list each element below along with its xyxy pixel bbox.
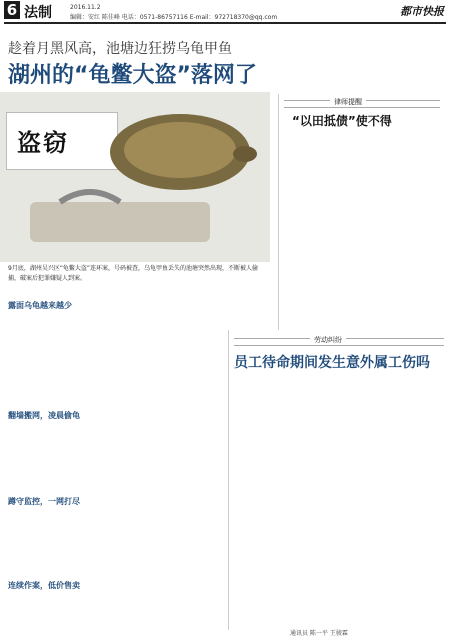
labor-headline: 员工待命期间发生意外属工伤吗 xyxy=(234,355,430,371)
section-title: 法制 xyxy=(24,5,52,21)
subhead-3: 蹲守监控，一网打尽 xyxy=(8,497,80,506)
byline: 通讯员 陈一平 王骏霖 xyxy=(290,630,348,637)
story-lede: 9月底，湖州吴兴区“龟鳖大盗”连环案，号码被查，乌龟甲鱼丢失的池塘突然出现，不断被人偷捕，破案后犯罪嫌疑人到案。 xyxy=(8,265,259,282)
subhead-1: 露面乌龟越来越少 xyxy=(8,301,72,310)
section-label-lawyer: 律师提醒 xyxy=(330,97,366,107)
story-kicker: 趁着月黑风高，池塘边狂捞乌龟甲鱼 xyxy=(8,41,232,57)
lawyer-headline: “以田抵债”使不得 xyxy=(292,114,392,128)
photo-caption: 盗窃 xyxy=(17,129,69,157)
page-header xyxy=(0,0,450,22)
column-divider xyxy=(278,94,279,330)
header-rule xyxy=(4,22,446,24)
subhead-2: 翻墙搬网，凌晨偷龟 xyxy=(8,411,80,420)
issue-date: 2016.11.2 xyxy=(70,4,101,11)
page-number: 6 xyxy=(4,1,20,19)
story-photo xyxy=(0,92,270,262)
turtle-illustration xyxy=(0,92,270,262)
story-headline: 湖州的“龟鳖大盗”落网了 xyxy=(8,63,257,88)
column-divider-2 xyxy=(228,330,229,630)
section-label-labor: 劳动纠纷 xyxy=(310,335,346,345)
subhead-4: 连续作案，低价售卖 xyxy=(8,581,80,590)
masthead: 都市快报 xyxy=(400,5,444,18)
editor-line: 编辑：安红 陈佳峰 电话：0571-86757116 E-mail：972718370@qq.com xyxy=(70,14,278,21)
